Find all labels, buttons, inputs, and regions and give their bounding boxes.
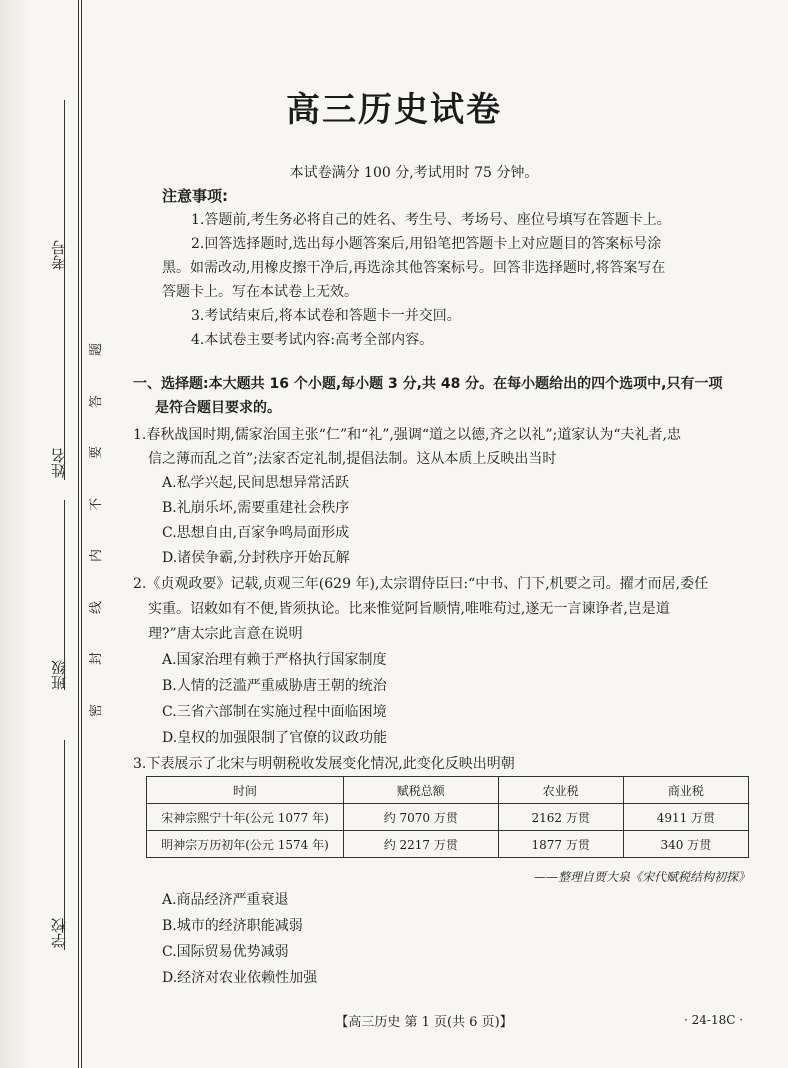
binding-line xyxy=(78,0,79,1068)
tax-table xyxy=(146,776,749,858)
school-line xyxy=(64,740,65,950)
option-d: D.诸侯争霸,分封秩序开始瓦解 xyxy=(162,550,350,566)
seal-char: 答 xyxy=(89,394,105,408)
school-label: 学校 xyxy=(50,918,68,948)
table-row xyxy=(147,804,749,831)
option-d: D.皇权的加强限制了官僚的议政功能 xyxy=(162,730,388,746)
table-cell: 约 7070 万贯 xyxy=(344,804,499,831)
option-b: B.礼崩乐坏,需要重建社会秩序 xyxy=(162,500,350,516)
class-label: 班级 xyxy=(50,660,68,690)
option-a: A.私学兴起,民间思想异常活跃 xyxy=(162,475,350,491)
table-header-row xyxy=(147,777,749,804)
notes-line: 黑。如需改动,用橡皮擦干净后,再选涂其他答案标号。回答非选择题时,将答案写在 xyxy=(162,260,666,276)
table-header: 商业税 xyxy=(623,777,748,804)
option-c: C.国际贸易优势减弱 xyxy=(162,944,289,960)
page-footer: 【高三历史 第 1 页(共 6 页)】 xyxy=(335,1015,513,1030)
notes-line: 2.回答选择题时,选出每小题答案后,用铅笔把答题卡上对应题目的答案标号涂 xyxy=(191,236,662,252)
paper-code: · 24-18C · xyxy=(684,1013,744,1027)
class-line xyxy=(64,500,65,690)
table-header: 农业税 xyxy=(498,777,623,804)
question-stem: 实重。诏敕如有不便,皆须执论。比来惟觉阿旨顺情,唯唯苟过,遂无一言谏诤者,岂是道 xyxy=(148,601,670,617)
notes-line: 3.考试结束后,将本试卷和答题卡一并交回。 xyxy=(191,308,461,324)
table-cell: 明神宗万历初年(公元 1574 年) xyxy=(147,831,344,858)
option-a: A.商品经济严重衰退 xyxy=(162,892,289,908)
notes-line: 1.答题前,考生务必将自己的姓名、考生号、考场号、座位号填写在答题卡上。 xyxy=(191,212,671,228)
exam-subtitle: 本试卷满分 100 分,考试用时 75 分钟。 xyxy=(289,165,539,181)
scan-shadow xyxy=(0,0,30,1068)
section-heading: 一、选择题:本大题共 16 个小题,每小题 3 分,共 48 分。在每小题给出的四个选项中,只有一项 xyxy=(133,376,723,392)
option-d: D.经济对农业依赖性加强 xyxy=(162,970,318,986)
binding-line xyxy=(81,0,82,1068)
question-stem: 信之薄而乱之首”;法家否定礼制,提倡法制。这从本质上反映出当时 xyxy=(148,451,557,467)
table-row xyxy=(147,831,749,858)
question-stem: 3.下表展示了北宋与明朝税收发展变化情况,此变化反映出明朝 xyxy=(133,756,515,772)
question-stem: 1.春秋战国时期,儒家治国主张“仁”和“礼”,强调“道之以德,齐之以礼”;道家认为“夫礼者,忠 xyxy=(133,427,681,443)
exam-number-label: 考号 xyxy=(50,240,68,270)
seal-char: 题 xyxy=(89,342,105,357)
question-stem: 理?”唐太宗此言意在说明 xyxy=(148,626,303,642)
table-cell: 1877 万贯 xyxy=(498,831,623,858)
notes-line: 答题卡上。写在本试卷上无效。 xyxy=(162,284,358,300)
table-cell: 宋神宗熙宁十年(公元 1077 年) xyxy=(147,804,344,831)
exam-number-line xyxy=(64,100,65,330)
seal-char: 内 xyxy=(89,549,105,563)
option-c: C.三省六部制在实施过程中面临困境 xyxy=(162,704,387,720)
section-heading: 是符合题目要求的。 xyxy=(155,400,281,416)
notes-title: 注意事项: xyxy=(162,187,228,205)
table-cell: 340 万贯 xyxy=(623,831,748,858)
question-stem: 2.《贞观政要》记载,贞观三年(629 年),太宗谓侍臣曰:“中书、门下,机要之司。擢才而居,委任 xyxy=(133,576,709,592)
option-b: B.人情的泛滥严重威胁唐王朝的统治 xyxy=(162,678,387,694)
seal-char: 封 xyxy=(89,652,105,666)
table-cell: 4911 万贯 xyxy=(623,804,748,831)
seal-char: 密 xyxy=(89,703,105,717)
seal-char: 线 xyxy=(89,600,105,614)
table-header: 赋税总额 xyxy=(344,777,499,804)
table-cell: 2162 万贯 xyxy=(498,804,623,831)
option-a: A.国家治理有赖于严格执行国家制度 xyxy=(162,652,387,668)
name-line xyxy=(64,300,65,480)
seal-char: 不 xyxy=(89,497,105,511)
table-source: ——整理自贾大泉《宋代赋税结构初探》 xyxy=(533,870,750,884)
table-cell: 约 2217 万贯 xyxy=(344,831,499,858)
table-header: 时间 xyxy=(147,777,344,804)
notes-line: 4.本试卷主要考试内容:高考全部内容。 xyxy=(191,332,434,348)
seal-line-text xyxy=(86,340,104,720)
seal-char: 要 xyxy=(89,446,105,460)
name-label: 姓名 xyxy=(50,448,68,478)
option-c: C.思想自由,百家争鸣局面形成 xyxy=(162,525,350,541)
exam-title: 高三历史试卷 xyxy=(286,90,502,130)
option-b: B.城市的经济职能减弱 xyxy=(162,918,303,934)
